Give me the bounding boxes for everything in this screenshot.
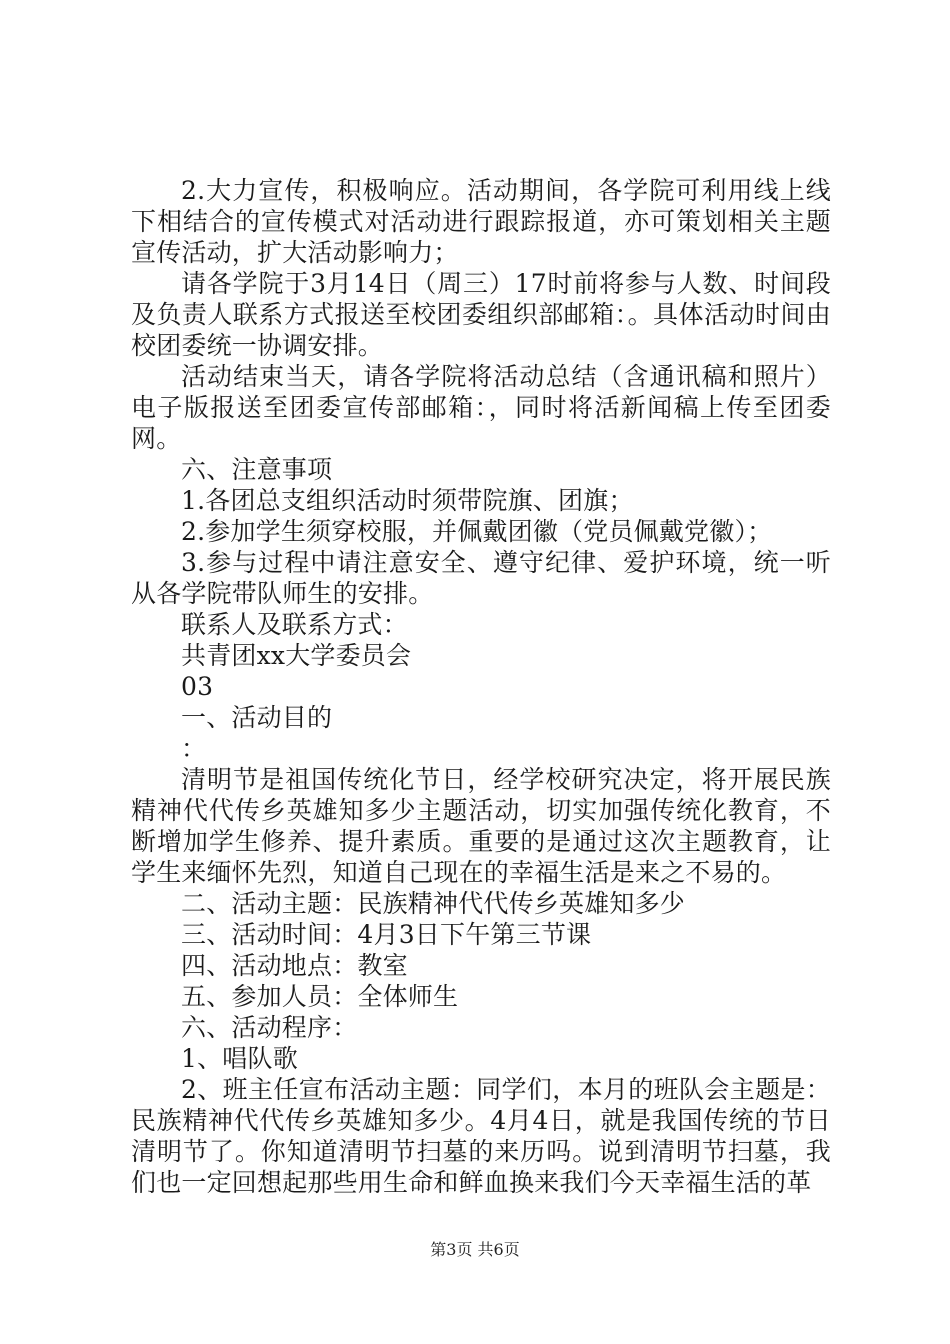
heading-notes: 六、注意事项 xyxy=(181,455,333,484)
activity-location: 四、活动地点：教室 xyxy=(181,951,408,980)
paragraph-purpose: 清明节是祖国传统化节日，经学校研究决定，将开展民族精神代代传乡英雄知多少主题活动，切实加强传统化教育，不断增加学生修养、提升素质。重要的是通过这次主题教育，让学生来缅怀先烈，知道自己现在的幸福生活是来之不易的。 xyxy=(131,765,831,887)
heading-purpose: 一、活动目的 xyxy=(181,703,333,732)
activity-time: 三、活动时间：4月3日下午第三节课 xyxy=(181,920,592,949)
colon-line: ： xyxy=(181,734,207,763)
activity-theme: 二、活动主题：民族精神代代传乡英雄知多少 xyxy=(181,889,686,918)
note-item-2: 2.参加学生须穿校服，并佩戴团徽（党员佩戴党徽）； xyxy=(181,517,773,546)
note-item-3: 3.参与过程中请注意安全、遵守纪律、爱护环境，统一听从各学院带队师生的安排。 xyxy=(131,548,831,608)
section-number: 03 xyxy=(181,672,214,701)
procedure-step-1: 1、唱队歌 xyxy=(181,1044,298,1073)
contact-line: 联系人及联系方式： xyxy=(181,610,408,639)
document-body xyxy=(131,175,831,1198)
heading-procedure: 六、活动程序： xyxy=(181,1013,358,1042)
organization-name: 共青团xx大学委员会 xyxy=(181,641,412,670)
activity-participants: 五、参加人员：全体师生 xyxy=(181,982,459,1011)
paragraph-activity-summary: 活动结束当天，请各学院将活动总结（含通讯稿和照片）电子版报送至团委宣传部邮箱：，同时将活新闻稿上传至团委网。 xyxy=(131,362,831,453)
page-footer: 第3页 共6页 xyxy=(430,1240,520,1259)
note-item-1: 1.各团总支组织活动时须带院旗、团旗； xyxy=(181,486,634,515)
procedure-step-2: 2、班主任宣布活动主题：同学们，本月的班队会主题是：民族精神代代传乡英雄知多少。4月4日，就是我国传统的节日清明节了。你知道清明节扫墓的来历吗。说到清明节扫墓，我们也一定回想起那些用生命和鲜血换来我们今天幸福生活的革 xyxy=(131,1075,831,1197)
paragraph-publicity: 2.大力宣传，积极响应。活动期间，各学院可利用线上线下相结合的宣传模式对活动进行跟踪报道，亦可策划相关主题宣传活动，扩大活动影响力； xyxy=(131,176,831,267)
paragraph-report-deadline: 请各学院于3月14日（周三）17时前将参与人数、时间段及负责人联系方式报送至校团委组织部邮箱：。具体活动时间由校团委统一协调安排。 xyxy=(131,269,831,360)
